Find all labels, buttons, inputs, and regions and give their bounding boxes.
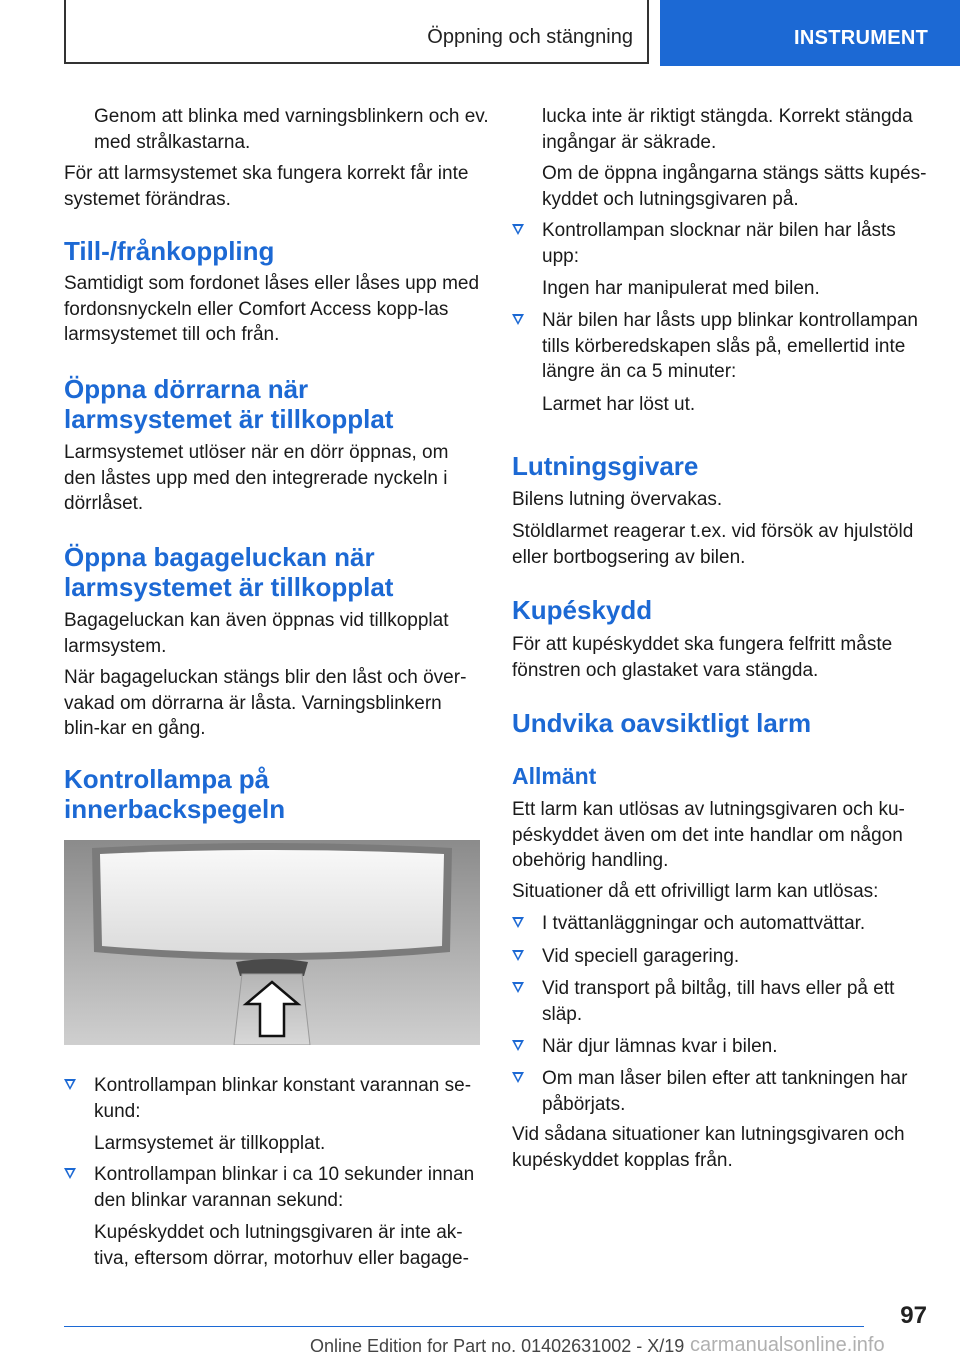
section-title: Öppning och stängning [427, 26, 633, 48]
online-edition-text: Online Edition for Part no. 01402631002 - X/19 [310, 1336, 685, 1356]
paragraph-final: Vid sådana situationer kan lutningsgivaren och kupéskyddet kopplas från. [512, 1124, 905, 1171]
list-item [512, 218, 928, 302]
list-item-text: Om man låser bilen efter att tankningen har påbörjats. [542, 1068, 908, 1115]
heading-undvika-larm: Undvika oavsiktligt larm [512, 708, 812, 738]
list-item-text: Kontrollampan blinkar konstant varannan se-kund: [94, 1075, 472, 1122]
chapter-tab[interactable] [660, 0, 960, 66]
page-header [0, 0, 960, 66]
footer-divider [64, 1326, 864, 1327]
subheading-allmant: Allmänt [512, 763, 597, 789]
list-item-subtext: Larmet har löst ut. [542, 393, 696, 415]
intro-paragraph-1: Genom att blinka med varningsblinkern och ev. med strålkastarna. [94, 106, 489, 153]
heading-oppna-dorrarna: Öppna dörrarna när larmsystemet är tillkopplat [64, 374, 394, 434]
triangle-bullet-icon [512, 917, 524, 928]
paragraph-lutningsgivare-1: Bilens lutning övervakas. [512, 489, 723, 510]
heading-till-frankoppling: Till-/frånkoppling [64, 236, 275, 266]
triangle-bullet-icon [512, 1072, 524, 1083]
list-item [64, 1162, 480, 1271]
watermark-text: carmanualsonline.info [690, 1334, 885, 1356]
intro-paragraph-2: För att larmsystemet ska fungera korrekt får inte systemet förändras. [64, 163, 469, 210]
list-item-text: Kontrollampan blinkar i ca 10 sekunder innan den blinkar varannan sekund: [94, 1164, 475, 1211]
paragraph-lutningsgivare-2: Stöldlarmet reagerar t.ex. vid försök av hjulstöld eller bortbogsering av bilen. [512, 521, 914, 568]
continued-paragraph-1: lucka inte är riktigt stängda. Korrekt stängda ingångar är säkrade. [542, 106, 913, 153]
list-item-text: Kontrollampan slocknar när bilen har låsts upp: [542, 220, 896, 267]
triangle-bullet-icon [512, 1040, 524, 1051]
list-item [512, 944, 928, 970]
continued-paragraph-2: Om de öppna ingångarna stängs sätts kupés-kyddet och lutningsgivaren på. [542, 163, 927, 210]
list-item [64, 1073, 480, 1157]
list-item-subtext: Larmsystemet är tillkopplat. [94, 1133, 326, 1154]
triangle-bullet-icon [512, 224, 524, 235]
heading-oppna-bagageluckan: Öppna bagageluckan när larmsystemet är tillkopplat [64, 542, 394, 602]
list-item-subtext: Ingen har manipulerat med bilen. [542, 278, 820, 299]
list-item [512, 976, 928, 1027]
list-item [512, 1034, 928, 1060]
list-item-subtext: Kupéskyddet och lutningsgivaren är inte ak-tiva, eftersom dörrar, motorhuv eller bagage- [94, 1222, 469, 1269]
heading-kupeskydd: Kupéskydd [512, 595, 653, 625]
list-item-text: Vid speciell garagering. [542, 946, 740, 967]
triangle-bullet-icon [512, 982, 524, 993]
list-item [512, 1066, 928, 1117]
paragraph-bagageluckan-1: Bagageluckan kan även öppnas vid tillkopplat larmsystem. [64, 610, 449, 657]
list-item [512, 308, 928, 417]
list-item-text: I tvättanläggningar och automattvättar. [542, 913, 866, 934]
heading-kontrollampa: Kontrollampa på innerbackspegeln [64, 764, 286, 824]
triangle-bullet-icon [64, 1168, 76, 1179]
triangle-bullet-icon [64, 1079, 76, 1090]
paragraph-bagageluckan-2: När bagageluckan stängs blir den låst och över-vakad om dörrarna är låsta. Varningsblinkern blin-kar en gång. [64, 667, 467, 739]
paragraph-kupeskydd: För att kupéskyddet ska fungera felfritt måste fönstren och glastaket vara stängda. [512, 634, 893, 681]
list-item [512, 911, 928, 937]
triangle-bullet-icon [512, 950, 524, 961]
triangle-bullet-icon [512, 314, 524, 325]
paragraph-oppna-dorrarna: Larmsystemet utlöser när en dörr öppnas, om den låstes upp med den integrerade nyckeln i dörrlåset. [64, 442, 449, 514]
list-item-text: När bilen har låsts upp blinkar kontrollampan tills körberedskapen slås på, emellertid inte längre än ca 5 minuter: [542, 310, 918, 382]
paragraph-allmant-2: Situationer då ett ofrivilligt larm kan utlösas: [512, 881, 879, 902]
paragraph-till-frankoppling: Samtidigt som fordonet låses eller låses upp med fordonsnyckeln eller Comfort Access kopp-las larmsystemet till och från. [64, 273, 480, 345]
chapter-tab-label: INSTRUMENT [794, 27, 929, 49]
page-number: 97 [900, 1302, 927, 1329]
list-item-text: Vid transport på biltåg, till havs eller på ett släp. [542, 978, 895, 1025]
paragraph-allmant-1: Ett larm kan utlösas av lutningsgivaren och ku-péskyddet även om det inte handlar om någon obehörig handling. [512, 799, 905, 871]
rearview-mirror-image [64, 840, 480, 1045]
heading-lutningsgivare: Lutningsgivare [512, 451, 699, 481]
list-item-text: När djur lämnas kvar i bilen. [542, 1036, 778, 1057]
